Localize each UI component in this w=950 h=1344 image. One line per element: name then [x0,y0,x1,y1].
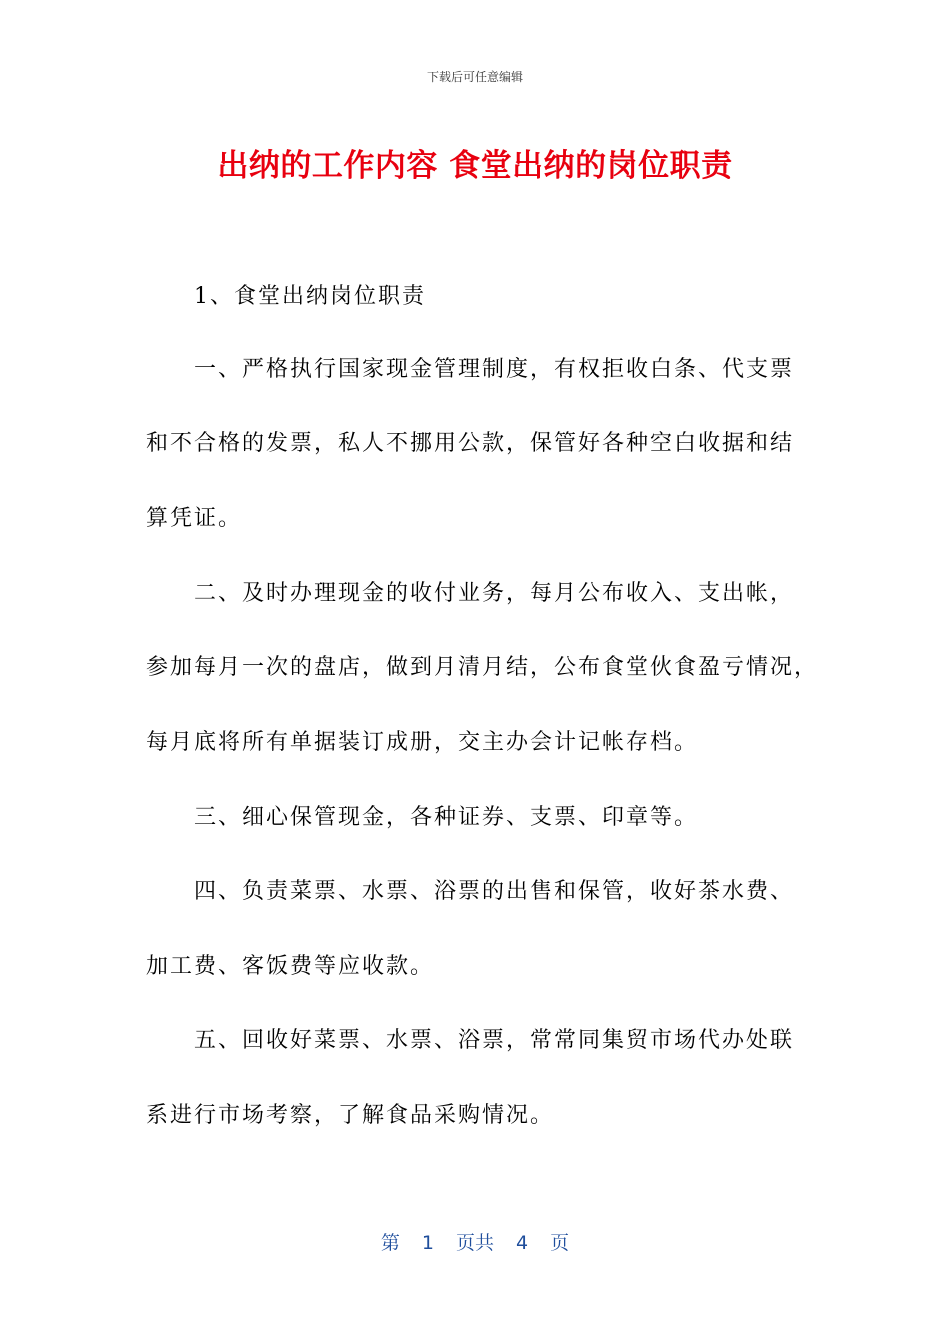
page-prefix: 第 [380,1232,400,1254]
body-line-10: 加工费、客饭费等应收款。 [146,954,435,979]
body-line-12: 系进行市场考察，了解食品采购情况。 [146,1103,555,1128]
page-mid: 页共 [455,1232,494,1254]
body-line-1: 1、食堂出纳岗位职责 [194,284,426,309]
body-line-6: 参加每月一次的盘店，做到月清月结，公布食堂伙食盈亏情况， [146,655,819,680]
body-line-11: 五、回收好菜票、水票、浴票，常常同集贸市场代办处联 [194,1028,795,1053]
page-suffix: 页 [550,1232,570,1254]
body-line-2: 一、严格执行国家现金管理制度，有权拒收白条、代支票 [194,357,795,382]
body-line-5: 二、及时办理现金的收付业务，每月公布收入、支出帐， [194,581,795,606]
page-footer [0,1228,950,1255]
header-note: 下载后可任意编辑 [426,70,523,84]
body-line-4: 算凭证。 [146,506,243,531]
body-line-9: 四、负责菜票、水票、浴票的出售和保管，收好茶水费、 [194,879,795,904]
page-current: 1 [421,1232,434,1254]
body-line-8: 三、细心保管现金，各种证券、支票、印章等。 [194,805,699,830]
document-title: 出纳的工作内容 食堂出纳的岗位职责 [217,148,733,184]
body-line-3: 和不合格的发票，私人不挪用公款，保管好各种空白收据和结 [146,431,795,456]
body-line-7: 每月底将所有单据装订成册，交主办会计记帐存档。 [146,730,699,755]
page-total: 4 [516,1232,529,1254]
